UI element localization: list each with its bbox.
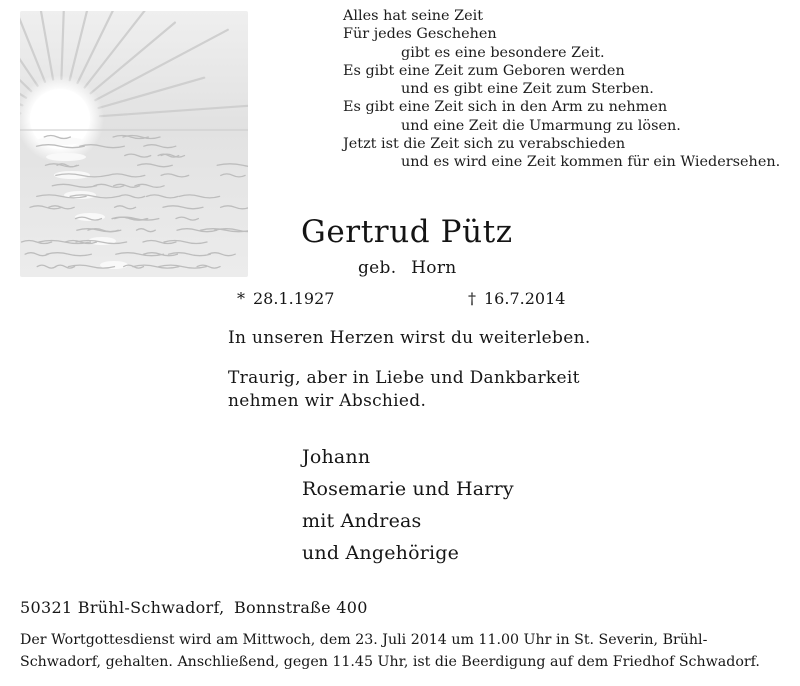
mourner: mit Andreas [302, 510, 422, 532]
sunset-sea-drawing-icon [20, 11, 248, 277]
farewell [228, 367, 580, 413]
address-city: 50321 Brühl-Schwadorf, [20, 598, 225, 617]
birth-date-value: 28.1.1927 [253, 289, 335, 308]
birth-name-value: Horn [411, 258, 457, 278]
death-date [468, 287, 565, 311]
poem-line: Es gibt eine Zeit zum Geboren werden [343, 62, 625, 79]
mourner: Johann [302, 446, 371, 468]
death-date-value: 16.7.2014 [484, 289, 566, 308]
deceased-name: Gertrud Pütz [301, 214, 513, 250]
mourner: Rosemarie und Harry [302, 478, 514, 500]
funeral-notice [20, 629, 795, 673]
poem-line: Jetzt ist die Zeit sich zu verabschieden [343, 136, 626, 153]
birth-date [237, 287, 334, 311]
birth-name-prefix: geb. [358, 258, 397, 278]
poem-line: Für jedes Geschehen [343, 26, 497, 43]
poem-line: gibt es eine besondere Zeit. [401, 44, 605, 61]
birth-star-icon: * [237, 289, 245, 308]
sunset-sea-drawing [20, 11, 248, 277]
funeral-notice-line: Der Wortgottesdienst wird am Mittwoch, dem 23. Juli 2014 um 11.00 Uhr in St. Severin, Brühl- [20, 632, 708, 648]
address-street: Bonnstraße 400 [233, 598, 368, 617]
death-cross-icon: † [468, 289, 476, 308]
poem-line: Es gibt eine Zeit sich in den Arm zu nehmen [343, 99, 668, 116]
mourners-list [302, 441, 514, 569]
farewell-line: Traurig, aber in Liebe und Dankbarkeit [228, 368, 580, 388]
birth-name [358, 256, 457, 280]
mourner: und Angehörige [302, 542, 460, 564]
address [20, 596, 368, 620]
poem-line: und eine Zeit die Umarmung zu lösen. [401, 117, 681, 134]
poem [343, 7, 788, 172]
poem-line: Alles hat seine Zeit [343, 8, 484, 24]
motto: In unseren Herzen wirst du weiterleben. [228, 328, 591, 348]
funeral-notice-line: Schwadorf, gehalten. Anschließend, gegen 11.45 Uhr, ist die Beerdigung auf dem Friedhof Schwadorf. [20, 654, 760, 670]
poem-line: und es gibt eine Zeit zum Sterben. [401, 81, 654, 98]
poem-line: und es wird eine Zeit kommen für ein Wiedersehen. [401, 154, 781, 171]
farewell-line: nehmen wir Abschied. [228, 391, 427, 411]
